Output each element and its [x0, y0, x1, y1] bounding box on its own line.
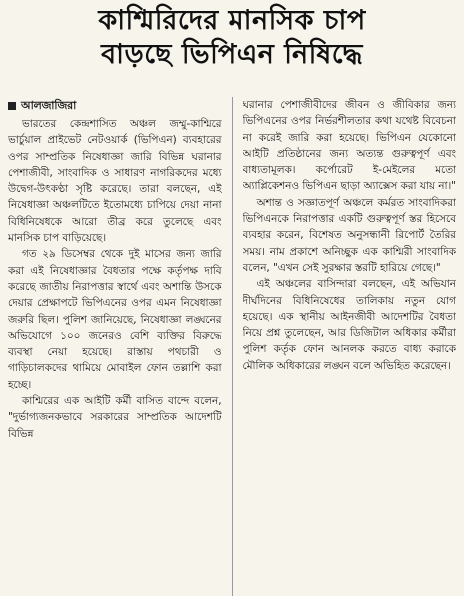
byline-source: আলজাজিরা — [21, 99, 77, 112]
paragraph: ভারতের কেন্দ্রশাসিত অঞ্চল জম্মু-কাশ্মিরে ভার্চুয়াল প্রাইভেট নেটওয়ার্ক (ভিপিএন) ব্যবহারের ওপর সাম্প্রতিক নিষেধাজ্ঞা জারি বিভিন্ন ঘরানার পেশাজীবী, সাংবাদিক ও সাধারণ নাগরিকদের মধ্যে উদ্বেগ-উৎকণ্ঠা সৃষ্টি করেছে। তারা বলছেন, এই নিষেধাজ্ঞা অঞ্চলটিতে ইতোমধ্যে চাপিয়ে দেয়া নানা বিধিনিষেধকে আরো তীব্র করে তুলেছে এবং মানসিক চাপ বাড়িয়েছে। — [8, 118, 222, 245]
article-column-left — [8, 97, 222, 596]
paragraph: গত ২৯ ডিসেম্বর থেকে দুই মাসের জন্য জারি করা এই নিষেধাজ্ঞার বৈধতার পক্ষে কর্তৃপক্ষ দাবি করেছে জাতীয় নিরাপত্তার স্বার্থে এবং অশান্তি উসকে দেয়ার প্রেক্ষাপটে ভিপিএনের ওপর এমন নিষেধাজ্ঞা জরুরি ছিল। পুলিশ জানিয়েছে, নিষেধাজ্ঞা লঙ্ঘনের অভিযোগে ১০০ জনেরও বেশি ব্যক্তির বিরুদ্ধে ব্যবস্থা নেয়া হয়েছে। রাস্তায় পথচারী ও গাড়িচালকদের থামিয়ে মোবাইল ফোন তল্লাশি করা হচ্ছে। — [8, 248, 222, 391]
headline-line-1: কাশ্মিরিদের মানসিক চাপ — [98, 5, 366, 36]
paragraph: এই অঞ্চলের বাসিন্দারা বলছেন, এই অভিযান দীর্ঘদিনের বিধিনিষেধের তালিকায় নতুন যোগ হয়েছে। এক স্থানীয় আইনজীবী আদেশটির বৈধতা নিয়ে প্রশ্ন তুলেছেন, আর ডিজিটাল অধিকার কর্মীরা পুলিশ কর্তৃক ফোন আনলক করতে বাধ্য করাকে মৌলিক অধিকারের লঙ্ঘন বলে অভিহিত করেছেন। — [242, 278, 456, 372]
paragraph: কাশ্মিরের এক আইটি কর্মী বাসিত বান্দে বলেন, "দুর্ভাগ্যজনকভাবে সরকারের সাম্প্রতিক আদেশটি বিভিন্ন — [8, 395, 222, 440]
paragraph: অশান্ত ও সজ্ঞাতপূর্ণ অঞ্চলে কর্মরত সাংবাদিকরা ভিপিএনকে নিরাপত্তার একটি গুরুত্বপূর্ণ স্তর হিসেবে ব্যবহার করেন, বিশেষত অনুসন্ধানী রিপোর্ট তৈরির সময়। নাম প্রকাশে অনিচ্ছুক এক কাশ্মিরী সাংবাদিক বলেন, "এখন সেই সুরক্ষার স্তরটি হারিয়ে গেছে।" — [242, 196, 456, 274]
article-column-right — [243, 97, 457, 596]
article-columns — [8, 97, 456, 596]
square-bullet-icon — [8, 102, 16, 110]
column-divider — [232, 97, 233, 596]
headline-line-2: বাড়ছে ভিপিএন নিষিদ্ধে — [101, 39, 363, 71]
byline — [8, 97, 222, 114]
paragraph: ঘরানার পেশাজীবীদের জীবন ও জীবিকার জন্য ভিপিএনের ওপর নির্ভরশীলতার কথা যথেষ্ট বিবেচনা না করেই জারি করা হয়েছে। ভিপিএন যেকোনো আইটি প্রতিষ্ঠানের জন্য অত্যন্ত গুরুত্বপূর্ণ এবং বাধ্যতামূলক। কর্পোরেট ই-মেইলের মতো অ্যাপ্লিকেশনও ভিপিএন ছাড়া অ্যাক্সেস করা যায় না।" — [242, 99, 456, 193]
headline — [8, 6, 456, 70]
